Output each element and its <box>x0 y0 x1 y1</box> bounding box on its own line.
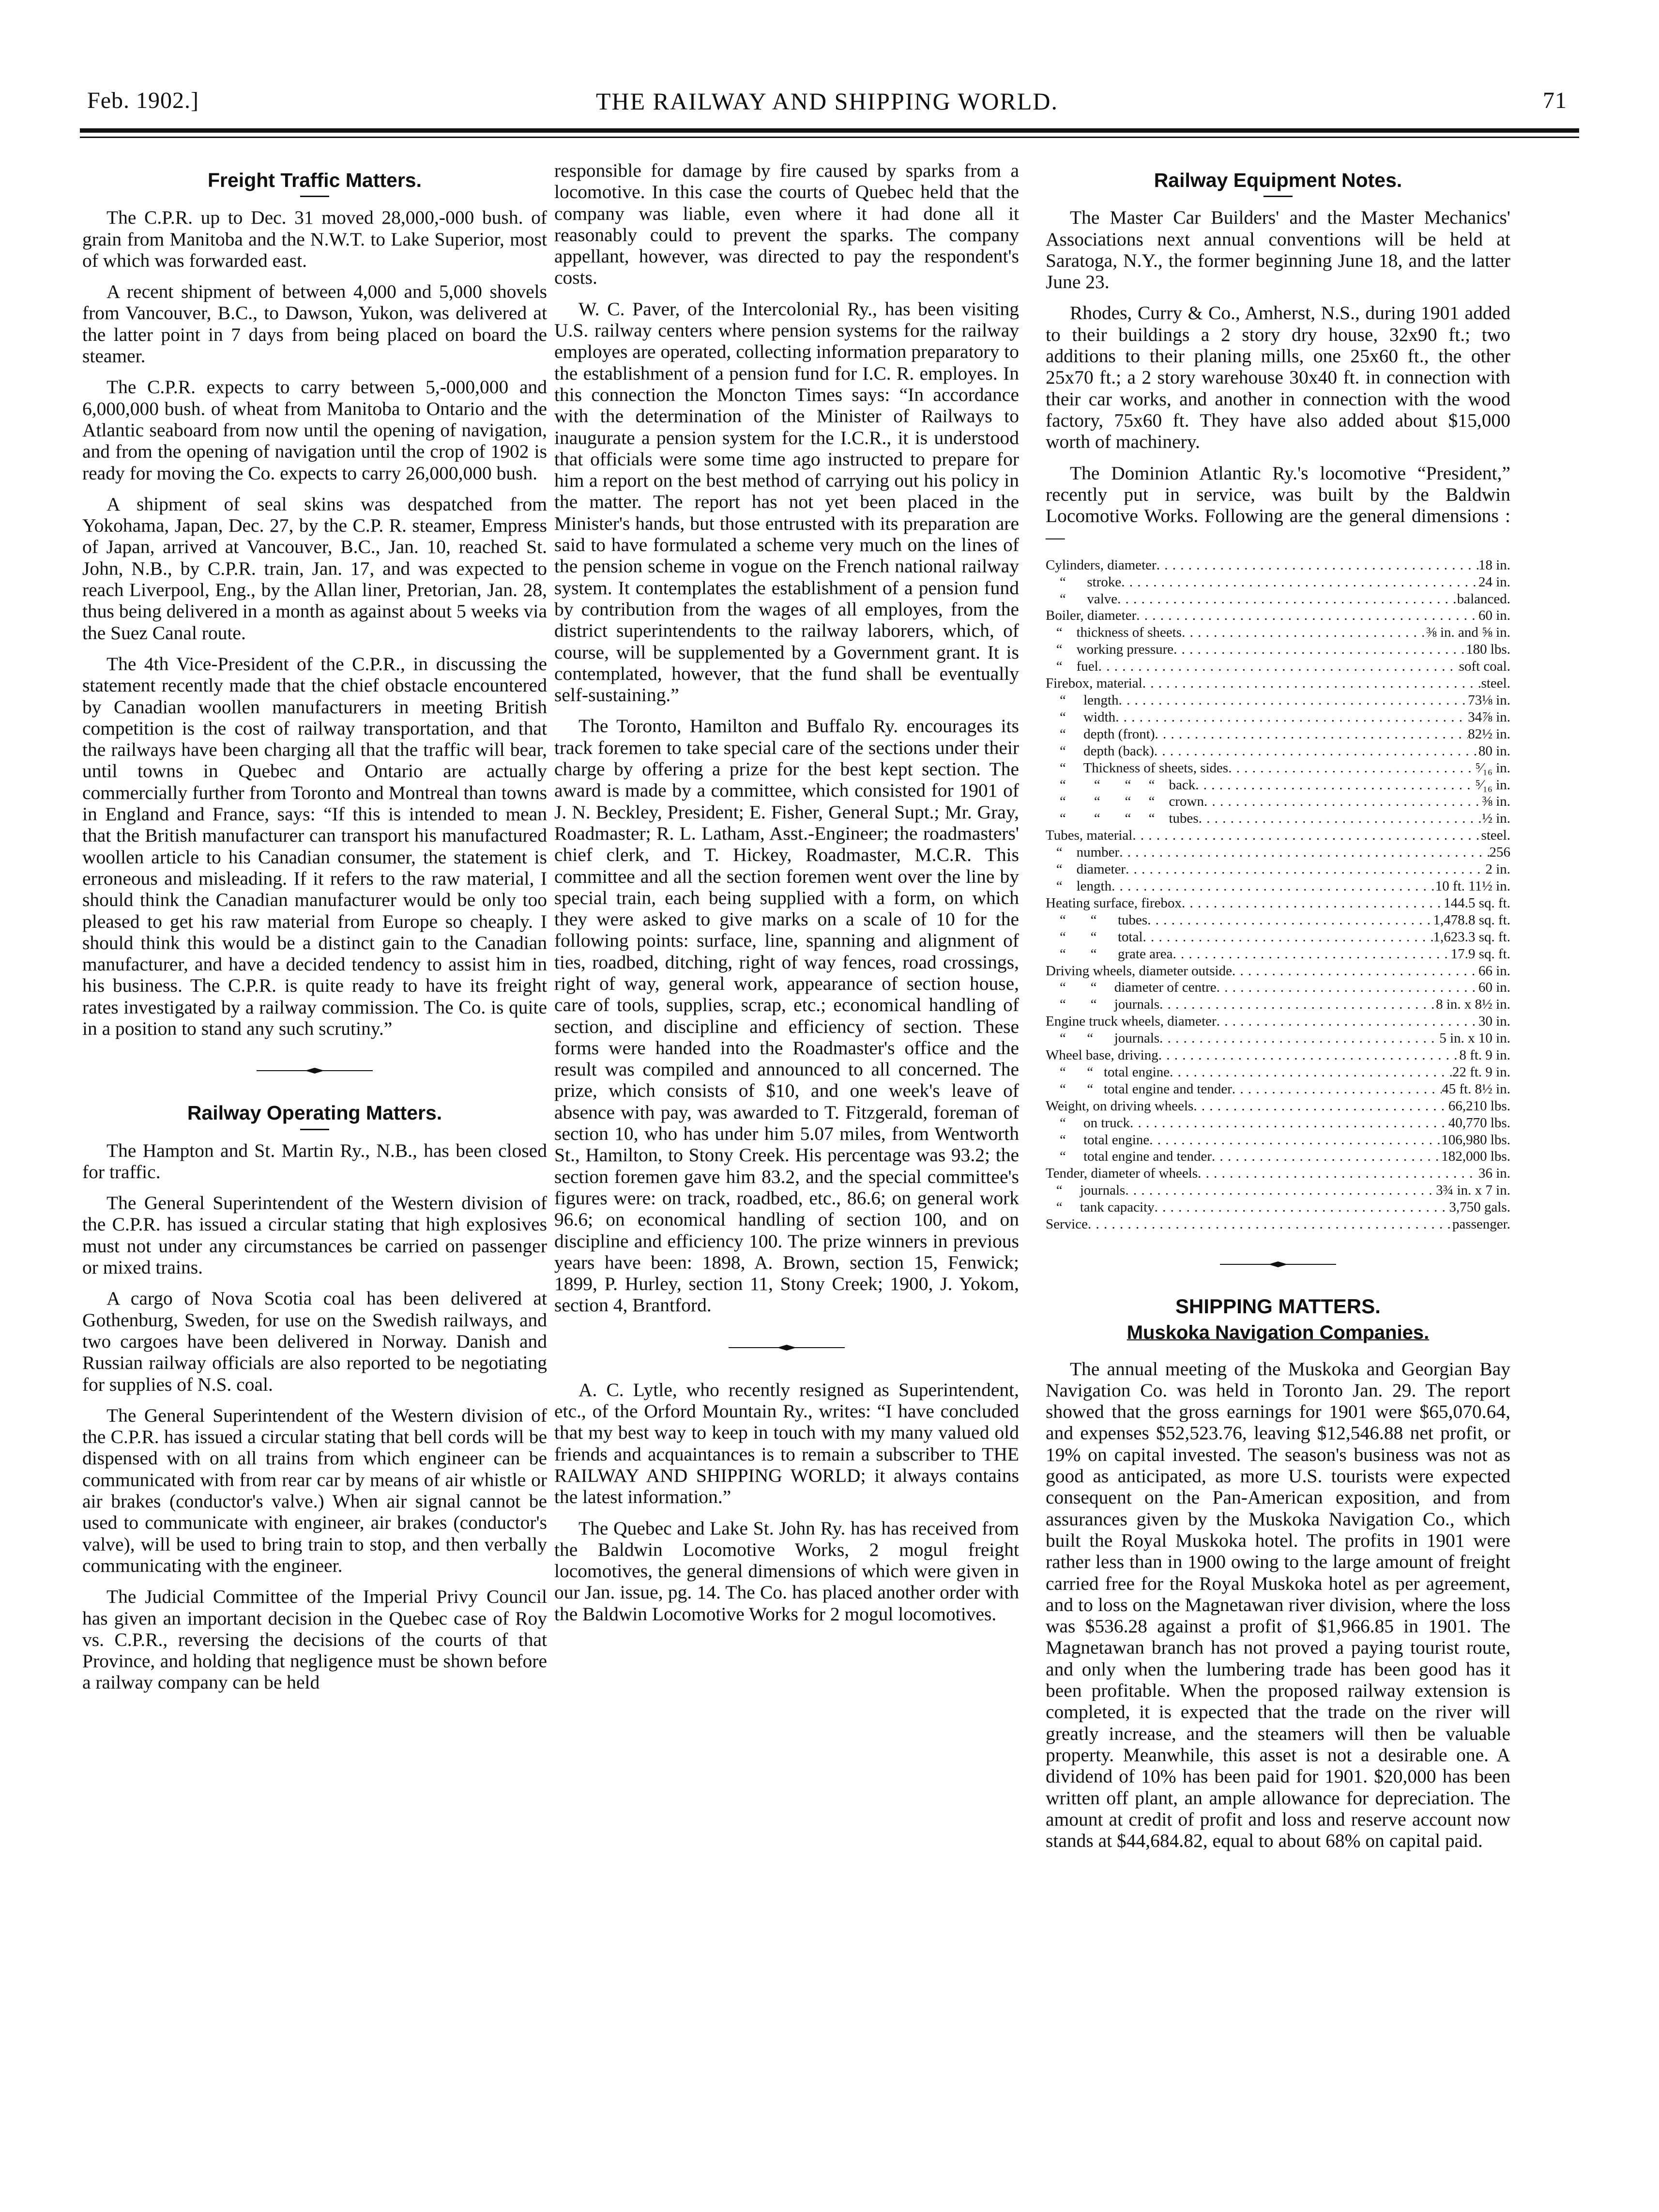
spec-value: passenger. <box>1452 1216 1510 1232</box>
spec-label: “ total engine and tender <box>1046 1149 1212 1165</box>
spec-row <box>1046 760 1510 777</box>
spec-row <box>1046 1064 1510 1081</box>
spec-label: “ “ “ “ back <box>1046 777 1196 793</box>
spec-label: “ “ total engine <box>1046 1064 1170 1080</box>
spec-value: 45 ft. 8½ in. <box>1442 1081 1510 1097</box>
spec-row <box>1046 557 1510 574</box>
column-right <box>1046 160 1510 1861</box>
section-heading-shipping: SHIPPING MATTERS. <box>1175 1295 1381 1318</box>
paragraph: The C.P.R. up to Dec. 31 moved 28,000,-000 bush. of grain from Manitoba and the N.W.T. to Lake Superior, most of which was forwarded east. <box>82 207 547 271</box>
spec-label: Wheel base, driving <box>1046 1047 1158 1063</box>
spec-label: “ “ total <box>1046 929 1143 945</box>
spec-row <box>1046 929 1510 946</box>
leader-dots <box>1136 607 1478 624</box>
paragraph: The C.P.R. expects to carry between 5,-000,000 and 6,000,000 bush. of wheat from Manitoba to Ontario and the Atlantic seaboard from now until the opening of navigation, and from the opening of navigation until the crop of 1902 is ready for moving the Co. expects to carry 26,000,000 bush. <box>82 376 547 484</box>
spec-row <box>1046 1098 1510 1115</box>
paragraph: The Hampton and St. Martin Ry., N.B., has been closed for traffic. <box>82 1139 547 1183</box>
leader-dots <box>1182 624 1426 641</box>
subheading-muskoka: Muskoka Navigation Companies. <box>1126 1322 1430 1344</box>
spec-label: “ length <box>1046 692 1119 708</box>
spec-value: 80 in. <box>1478 743 1510 759</box>
leader-dots <box>1143 929 1433 946</box>
leader-dots <box>1232 963 1478 980</box>
leader-dots <box>1228 760 1476 777</box>
paragraph: The annual meeting of the Muskoka and Georgian Bay Navigation Co. was held in Toronto Jan. 29. The report showed that the gross earnings for 1901 were $65,070.64, and expenses $52,523.76, leaving $12,546.88 net profit, or 19% on capital invested. The season's business was not as good as anticipated, as more U.S. tourists were expected consequent on the Pan-American exposition, and from assurances given by the Muskoka Navigation Co., which built the Royal Muskoka hotel. The profits in 1901 were rather less than in 1900 owing to the large amount of freight carried free for the Royal Muskoka hotel as per agreement, and to loss on the Magnetawan river division, where the loss was $536.28 against a profit of $1,966.85 in 1901. The Magnetawan branch has not proved a paying tourist route, and only when the lumbering trade has been good has it been profitable. When the proposed railway extension is completed, it is expected that the trade on the river will greatly increase, and the steamers will then be valuable property. Meanwhile, this asset is not a desirable one. A dividend of 10% has been paid for 1901. $20,000 has been written off plant, an ample allowance for depreciation. The amount at credit of profit and loss and reserve account now stands at $44,684.82, equal to about 68% on capital paid. <box>1046 1358 1510 1852</box>
leader-dots <box>1125 1182 1436 1199</box>
leader-dots <box>1217 979 1478 996</box>
spec-value: 17.9 sq. ft. <box>1450 946 1510 962</box>
spec-value: 40,770 lbs. <box>1448 1115 1510 1131</box>
heading-dash <box>1263 196 1293 197</box>
spec-label: “ working pressure <box>1046 642 1174 658</box>
spec-row <box>1046 861 1510 878</box>
spec-label: Driving wheels, diameter outside <box>1046 963 1232 979</box>
leader-dots <box>1126 861 1485 878</box>
column-middle <box>554 160 1019 1634</box>
spec-label: Firebox, material <box>1046 676 1142 691</box>
spec-value: steel. <box>1481 828 1510 844</box>
spec-row <box>1046 1132 1510 1149</box>
spec-label: “ tank capacity <box>1046 1199 1155 1215</box>
spec-row <box>1046 607 1510 624</box>
running-header <box>77 82 1577 126</box>
section-divider-ornament <box>257 1063 373 1078</box>
spec-value: 73⅛ in. <box>1468 692 1510 708</box>
spec-value: steel. <box>1481 676 1510 691</box>
paragraph: The Toronto, Hamilton and Buffalo Ry. encourages its track foremen to take special care of the sections under their charge by offering a prize for the best kept section. The award is made by a committee, which consisted for 1901 of J. N. Beckley, President; E. Fisher, General Supt.; Mr. Gray, Roadmaster; R. L. Latham, Asst.-Engineer; the roadmasters' chief clerk, and T. Hickey, Roadmaster, M.C.R. This committee and all the section foremen went over the line by special train, each being supplied with a form, on which they were asked to give marks on a scale of 10 for the following points: surface, line, spanning and alignment of ties, roadbed, ditching, right of way fences, road crossings, right of way, general work, appearance of section house, care of tools, supplies, scrap, etc.; economical handling of section, and discipline and efficiency of section. These forms were handed into the Roadmaster's office and the result was compiled and announced to all concerned. The prize, which consists of $10, and one week's leave of absence with pay, was awarded to T. Fitzgerald, foreman of section 10, who has under him 5.07 miles, from Wentworth St., Hamilton, to Stony Creek. His percentage was 93.2; the section foremen gave him 83.2, and the special committee's figures were: on track, roadbed, etc., 86.6; on general work 96.6; on economical handling of section 100, and on discipline and efficiency 100. The prize winners in previous years have been: 1898, A. Brown, section 15, Fenwick; 1899, P. Hurley, section 11, Stony Creek; 1900, J. Yokom, section 4, Brantford. <box>554 715 1019 1316</box>
spec-row <box>1046 1148 1510 1165</box>
spec-label: “ depth (back) <box>1046 743 1154 759</box>
spec-value: ⁵⁄₁₆ in. <box>1475 777 1510 793</box>
spec-value: 5 in. x 10 in. <box>1439 1030 1510 1046</box>
spec-row <box>1046 827 1510 844</box>
leader-dots <box>1172 946 1450 963</box>
spec-value: 10 ft. 11½ in. <box>1435 878 1510 894</box>
leader-dots <box>1198 1165 1478 1182</box>
header-rule-thin <box>80 137 1579 138</box>
issue-date: Feb. 1902.] <box>87 88 199 113</box>
paragraph: The Quebec and Lake St. John Ry. has has received from the Baldwin Locomotive Works, 2 mogul freight locomotives, the general dimensions of which were given in our Jan. issue, pg. 14. The Co. has placed another order with the Baldwin Locomotive Works for 2 mogul locomotives. <box>554 1517 1019 1625</box>
leader-dots <box>1098 658 1459 675</box>
spec-row <box>1046 658 1510 675</box>
spec-label: Tender, diameter of wheels <box>1046 1166 1198 1182</box>
leader-dots <box>1111 878 1435 895</box>
paragraph: responsible for damage by fire caused by sparks from a locomotive. In this case the courts of Quebec held that the company was liable, even where it had done all it reasonably could to prevent the sparks. The company appellant, however, was directed to pay the respondent's costs. <box>554 160 1019 289</box>
leader-dots <box>1158 1047 1460 1064</box>
spec-row <box>1046 963 1510 980</box>
paragraph: The General Superintendent of the Western division of the C.P.R. has issued a circular stating that high explosives must not under any circumstances be carried on passenger or mixed trains. <box>82 1192 547 1278</box>
spec-value: 36 in. <box>1478 1166 1510 1182</box>
spec-label: “ length <box>1046 878 1112 894</box>
paragraph: A cargo of Nova Scotia coal has been delivered at Gothenburg, Sweden, for use on the Swedish railways, and two cargoes have been delivered in Norway. Danish and Russian railway officials are also reported to be negotiating for supplies of N.S. coal. <box>82 1288 547 1395</box>
heading-dash <box>300 1129 329 1130</box>
spec-row <box>1046 743 1510 760</box>
leader-dots <box>1119 692 1468 709</box>
spec-label: Heating surface, firebox <box>1046 895 1182 911</box>
spec-row <box>1046 810 1510 827</box>
paragraph: The General Superintendent of the Western division of the C.P.R. has issued a circular stating that bell cords will be dispensed with on all trains from which engineer can be communicated with from rear car by means of air whistle or air brakes (conductor's valve.) When air signal cannot be used to communicate with engineer, air brakes (conductor's valve), will be used to bring train to stop, and then verbally communicating with the engineer. <box>82 1404 547 1576</box>
leader-dots <box>1147 912 1433 929</box>
paragraph: A shipment of seal skins was despatched from Yokohama, Japan, Dec. 27, by the C.P. R. steamer, Empress of Japan, arrived at Vancouver, B.C., Jan. 10, reached St. John, N.B., by C.P.R. train, Jan. 17, and was expected to reach Liverpool, Eng., by the Allan liner, Pretorian, Jan. 28, thus being delivered in a month as against about 5 weeks via the Suez Canal route. <box>82 493 547 644</box>
leader-dots <box>1142 675 1481 692</box>
spec-value: 60 in. <box>1478 608 1510 624</box>
spec-value: 22 ft. 9 in. <box>1452 1064 1510 1080</box>
spec-value: ⅜ in. <box>1482 794 1510 810</box>
spec-value: 66,210 lbs. <box>1448 1098 1510 1114</box>
spec-value: 34⅞ in. <box>1468 709 1510 725</box>
spec-label: “ “ journals <box>1046 1030 1160 1046</box>
spec-value: 3¾ in. x 7 in. <box>1436 1183 1510 1198</box>
spec-row <box>1046 878 1510 895</box>
spec-label: “ journals <box>1046 1183 1126 1198</box>
spec-row <box>1046 1216 1510 1233</box>
leader-dots <box>1119 844 1489 861</box>
spec-value: 18 in. <box>1478 557 1510 573</box>
leader-dots <box>1155 726 1468 743</box>
spec-label: Cylinders, diameter <box>1046 557 1157 573</box>
paragraph: A recent shipment of between 4,000 and 5,000 shovels from Vancouver, B.C., to Dawson, Yukon, was delivered at the latter point in 7 days from being placed on board the steamer. <box>82 281 547 367</box>
spec-value: 144.5 sq. ft. <box>1444 895 1510 911</box>
spec-value: 180 lbs. <box>1466 642 1510 658</box>
spec-value: 30 in. <box>1478 1014 1510 1029</box>
spec-row <box>1046 709 1510 726</box>
spec-value: 24 in. <box>1478 574 1510 590</box>
spec-row <box>1046 624 1510 641</box>
spec-value: 1,478.8 sq. ft. <box>1433 912 1510 928</box>
spec-value: 182,000 lbs. <box>1441 1149 1510 1165</box>
locomotive-dimensions-table <box>1046 557 1510 1233</box>
spec-row <box>1046 1165 1510 1182</box>
section-divider-ornament <box>729 1340 845 1355</box>
column-left <box>82 160 547 1703</box>
spec-row <box>1046 1115 1510 1132</box>
spec-label: “ width <box>1046 709 1116 725</box>
spec-label: “ fuel <box>1046 659 1098 675</box>
spec-value: 106,980 lbs. <box>1441 1132 1510 1148</box>
spec-row <box>1046 1013 1510 1030</box>
spec-value: 2 in. <box>1485 861 1510 877</box>
paragraph: Rhodes, Curry & Co., Amherst, N.S., during 1901 added to their buildings a 2 story dry house, 32x90 ft.; two additions to their planing mills, one 25x60 ft., the other 25x70 ft.; a 2 story warehouse 30x40 ft. in connection with their car works, and another in connection with the wood factory, 75x60 ft. They have also added about $15,000 worth of machinery. <box>1046 302 1510 453</box>
spec-value: 66 in. <box>1478 963 1510 979</box>
journal-title: THE RAILWAY AND SHIPPING WORLD. <box>595 88 1059 115</box>
spec-row <box>1046 641 1510 658</box>
spec-label: Engine truck wheels, diameter <box>1046 1014 1217 1029</box>
spec-label: “ “ “ “ tubes <box>1046 811 1199 827</box>
spec-value: ⅜ in. and ⅝ in. <box>1426 625 1510 641</box>
section-heading-equipment: Railway Equipment Notes. <box>1154 169 1402 191</box>
spec-label: Service <box>1046 1216 1088 1232</box>
spec-row <box>1046 1081 1510 1098</box>
leader-dots <box>1159 1030 1439 1047</box>
spec-row <box>1046 946 1510 963</box>
leader-dots <box>1170 1064 1452 1081</box>
spec-value: 82½ in. <box>1468 726 1510 742</box>
spec-label: “ diameter <box>1046 861 1126 877</box>
spec-label: “ “ grate area <box>1046 946 1173 962</box>
leader-dots <box>1173 641 1466 658</box>
spec-value: ½ in. <box>1482 811 1510 827</box>
spec-value: 3,750 gals. <box>1449 1199 1510 1215</box>
paragraph: The Judicial Committee of the Imperial Privy Council has given an important decision in the Quebec case of Roy vs. C.P.R., reversing the decisions of the courts of that Province, and holding that negligence must be shown before a railway company can be held <box>82 1586 547 1693</box>
spec-label: “ stroke <box>1046 574 1122 590</box>
spec-value: 8 in. x 8½ in. <box>1436 997 1510 1013</box>
leader-dots <box>1149 1132 1441 1149</box>
leader-dots <box>1155 1199 1449 1216</box>
spec-label: “ valve <box>1046 591 1118 607</box>
paragraph: A. C. Lytle, who recently resigned as Superintendent, etc., of the Orford Mountain Ry., writes: “I have concluded that my best way to keep in touch with my many valued old friends and acquaintances is to remain a subscriber to THE RAILWAY AND SHIPPING WORLD; it always contains the latest information.” <box>554 1379 1019 1508</box>
header-rule-thick <box>80 128 1579 133</box>
section-divider-ornament <box>1220 1257 1336 1272</box>
spec-label: “ “ total engine and tender <box>1046 1081 1232 1097</box>
leader-dots <box>1199 810 1482 827</box>
spec-label: “ “ journals <box>1046 997 1160 1013</box>
leader-dots <box>1159 996 1436 1013</box>
spec-row <box>1046 675 1510 692</box>
spec-row <box>1046 692 1510 709</box>
spec-label: “ “ tubes <box>1046 912 1148 928</box>
spec-row <box>1046 591 1510 608</box>
spec-row <box>1046 1047 1510 1064</box>
leader-dots <box>1154 743 1478 760</box>
spec-row <box>1046 895 1510 912</box>
spec-row <box>1046 1030 1510 1047</box>
leader-dots <box>1182 895 1444 912</box>
spec-label: “ “ diameter of centre <box>1046 980 1217 996</box>
spec-value: soft coal. <box>1459 659 1510 675</box>
leader-dots <box>1132 827 1481 844</box>
section-heading-operating: Railway Operating Matters. <box>187 1102 442 1124</box>
paragraph: The 4th Vice-President of the C.P.R., in discussing the statement recently made that the chief obstacle encountered by Canadian woollen manufacturers in meeting British competition is the cost of railway transportation, and that the railways have been charging all that the traffic will bear, until towns in Quebec and Ontario are actually commercially further from Toronto and Montreal than towns in England and France, says: “If this is intended to mean that the British manufacturer can transport his manufactured woollen article to his Canadian consumer, the statement is erroneous and misleading. If it refers to the raw material, I should think the Canadian manufacturer would be only too pleased to get his raw material from Europe so cheaply. I should think this would be a distinct gain to the Canadian manufacturer, and have a decided tendency to assist him in his business. The C.P.R. is quite ready to have its freight rates investigated by a railway commission. The Co. is quite in a position to stand any such scrutiny.” <box>82 653 547 1039</box>
spec-row <box>1046 777 1510 794</box>
spec-label: “ total engine <box>1046 1132 1150 1148</box>
leader-dots <box>1217 1013 1478 1030</box>
spec-value: 1,623.3 sq. ft. <box>1433 929 1510 945</box>
spec-label: “ Thickness of sheets, sides <box>1046 760 1229 776</box>
spec-label: Tubes, material <box>1046 828 1133 844</box>
spec-row <box>1046 1182 1510 1199</box>
spec-row <box>1046 1199 1510 1216</box>
leader-dots <box>1121 574 1478 591</box>
spec-row <box>1046 726 1510 743</box>
leader-dots <box>1130 1115 1448 1132</box>
spec-value: ⁵⁄₁₆ in. <box>1475 760 1510 776</box>
leader-dots <box>1193 1098 1448 1115</box>
leader-dots <box>1195 777 1476 794</box>
spec-row <box>1046 793 1510 810</box>
spec-label: “ depth (front) <box>1046 726 1155 742</box>
leader-dots <box>1117 591 1457 608</box>
paragraph: The Dominion Atlantic Ry.'s locomotive “President,” recently put in service, was built by the Baldwin Locomotive Works. Following are the general dimensions :— <box>1046 462 1510 548</box>
leader-dots <box>1115 709 1468 726</box>
spec-row <box>1046 979 1510 996</box>
spec-value: 8 ft. 9 in. <box>1459 1047 1510 1063</box>
leader-dots <box>1232 1081 1442 1098</box>
spec-row <box>1046 574 1510 591</box>
spec-label: Boiler, diameter <box>1046 608 1137 624</box>
spec-label: “ thickness of sheets <box>1046 625 1182 641</box>
spec-value: 60 in. <box>1478 980 1510 996</box>
paragraph: W. C. Paver, of the Intercolonial Ry., has been visiting U.S. railway centers where pension systems for the railway employes are operated, collecting information preparatory to the establishment of a pension fund for I.C. R. employes. In this connection the Moncton Times says: “In accordance with the determination of the Minister of Railways to inaugurate a pension system for the I.C.R., it is understood that officials were some time ago instructed to prepare for him a report on the best method of carrying out his policy in the matter. The report has not yet been placed in the Minister's hands, but those entrusted with its preparation are said to have formulated a scheme very much on the lines of the pension scheme in vogue on the French national railway system. It contemplates the establishment of a pension fund by contribution from the wages of all employes, from the district superintendents to the railway laborers, which, of course, will be supplemented by a Government grant. It is contemplated, however, that the fund shall be eventually self-sustaining.” <box>554 298 1019 706</box>
spec-row <box>1046 912 1510 929</box>
section-heading-freight: Freight Traffic Matters. <box>208 169 422 191</box>
heading-dash <box>300 196 329 197</box>
leader-dots <box>1204 793 1482 810</box>
spec-label: “ number <box>1046 845 1120 860</box>
spec-value: balanced. <box>1457 591 1510 607</box>
spec-label: “ on truck <box>1046 1115 1130 1131</box>
spec-label: “ “ “ “ crown <box>1046 794 1204 810</box>
paragraph: The Master Car Builders' and the Master Mechanics' Associations next annual conventions will be held at Saratoga, N.Y., the former beginning June 18, and the latter June 23. <box>1046 207 1510 293</box>
spec-label: Weight, on driving wheels <box>1046 1098 1194 1114</box>
spec-row <box>1046 996 1510 1013</box>
leader-dots <box>1157 557 1478 574</box>
leader-dots <box>1212 1148 1441 1165</box>
leader-dots <box>1088 1216 1452 1233</box>
spec-row <box>1046 844 1510 861</box>
spec-value: 256 <box>1489 845 1510 860</box>
page-number: 71 <box>1543 88 1567 113</box>
